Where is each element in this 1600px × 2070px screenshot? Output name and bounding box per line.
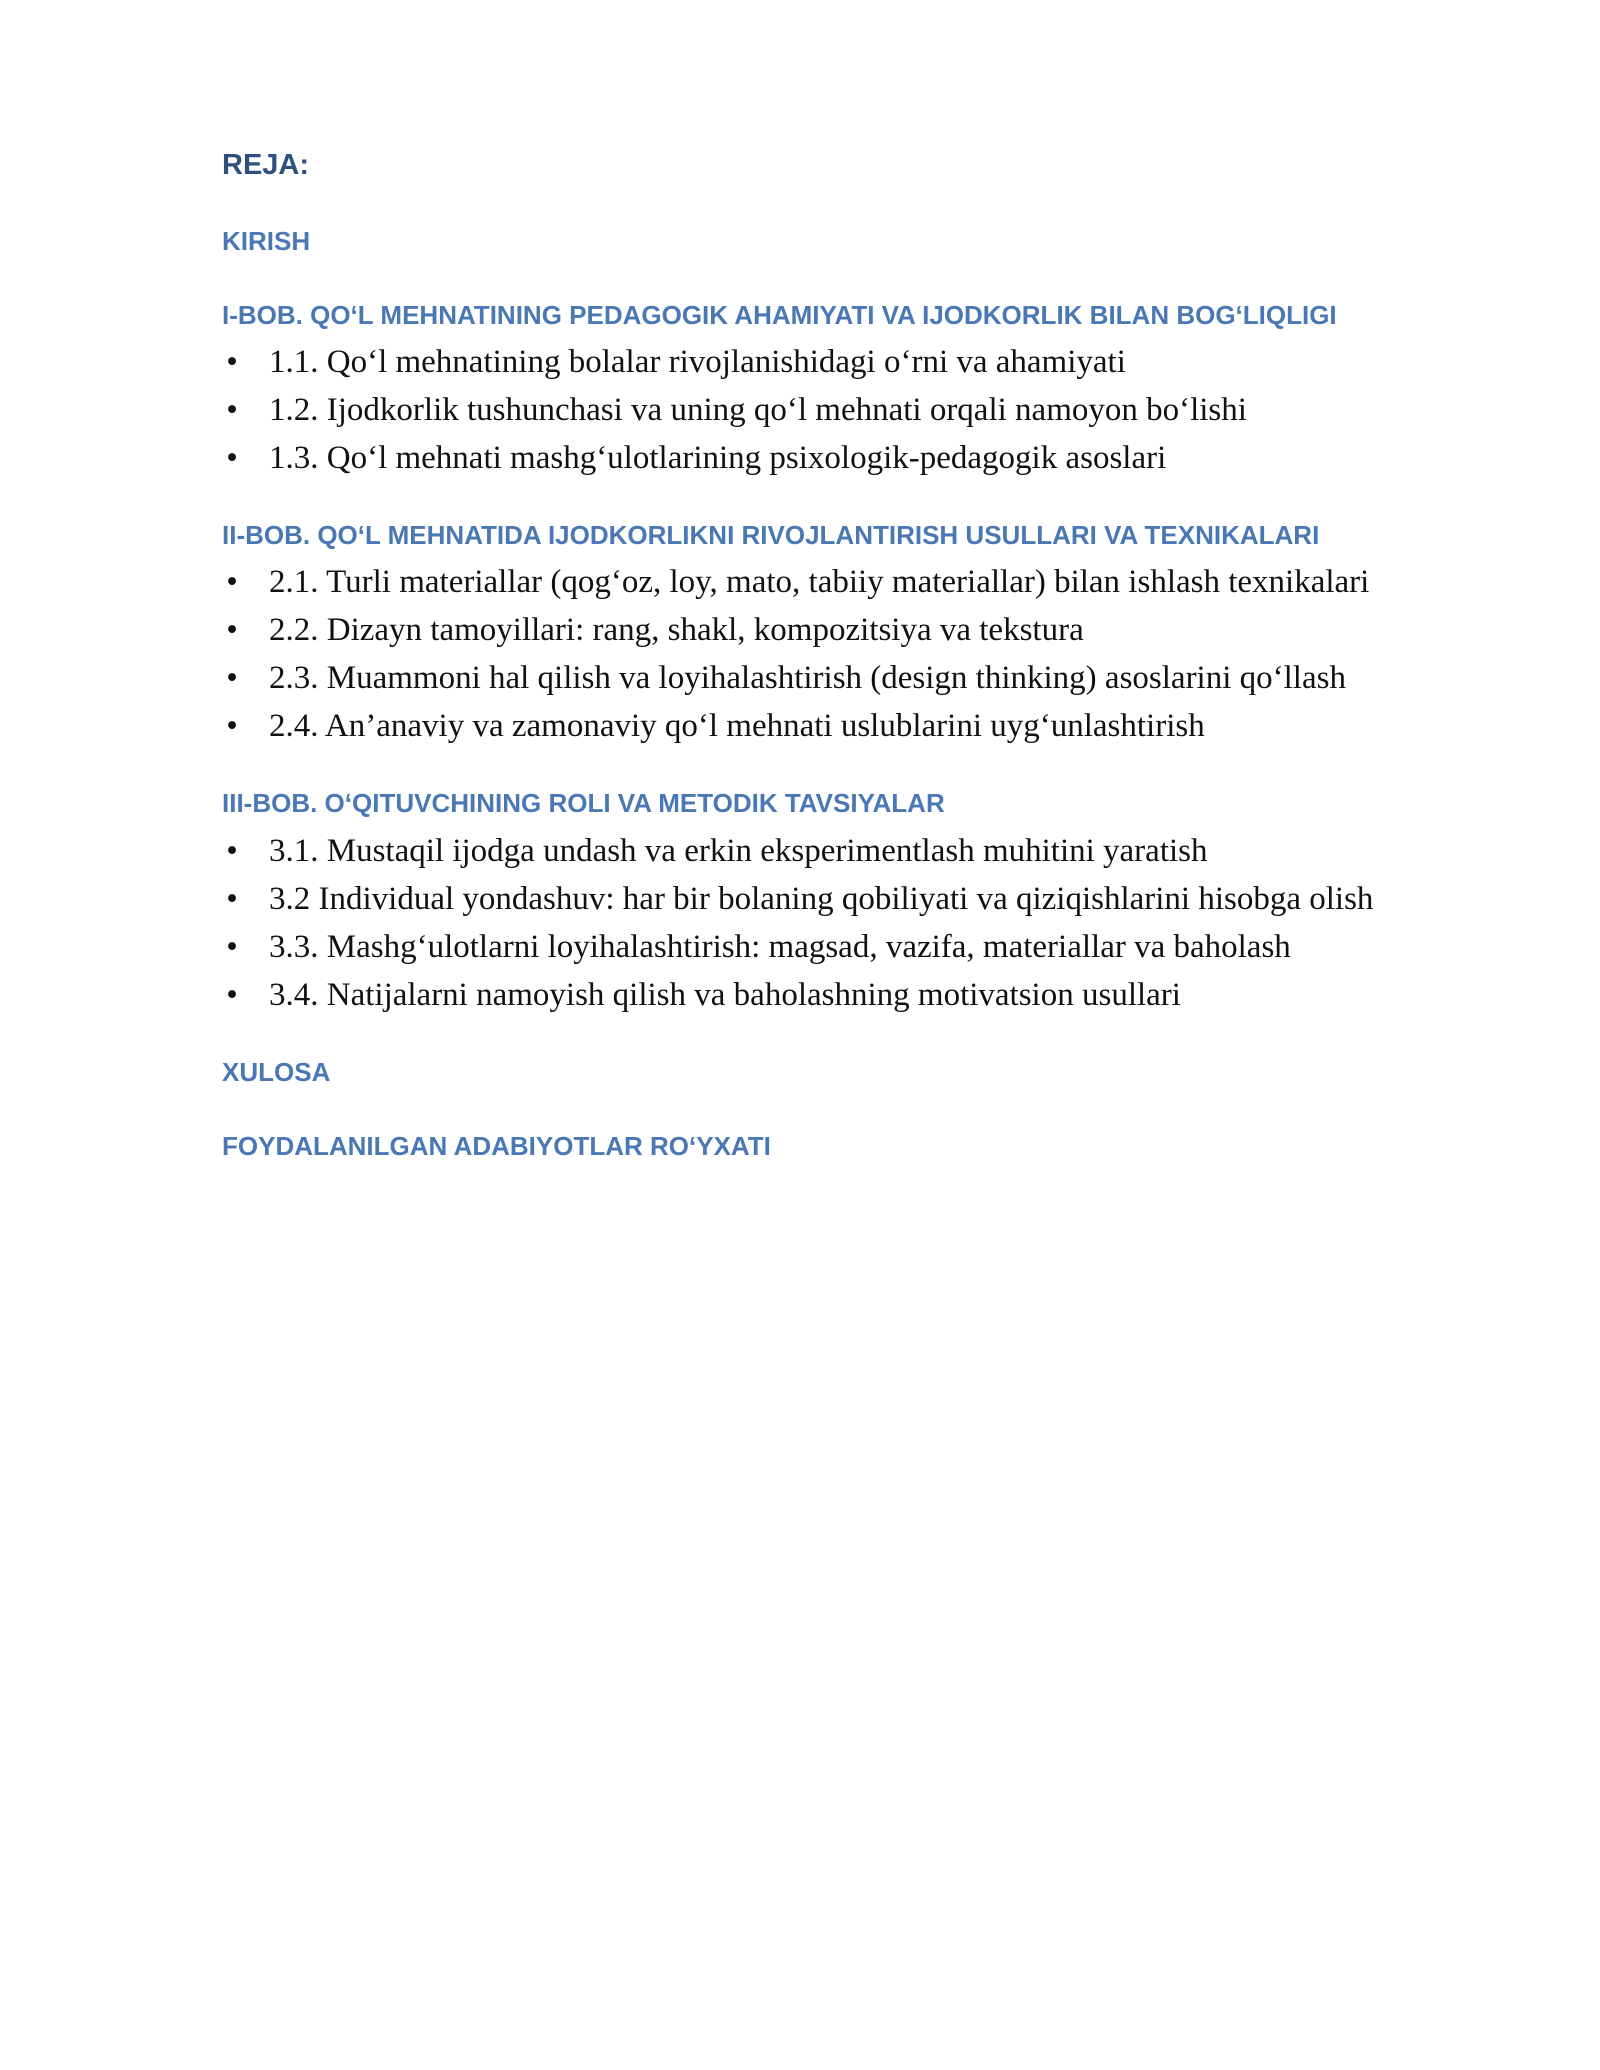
bullet-icon: • bbox=[226, 832, 238, 869]
chapter-1-heading: I-BOB. QO‘L MEHNATINING PEDAGOGIK AHAMIYATI VA IJODKORLIK BILAN BOG‘LIQLIGI bbox=[222, 299, 1337, 330]
bullet-icon: • bbox=[226, 928, 238, 965]
list-item bbox=[222, 971, 1472, 1019]
list-item-text: 3.3. Mashg‘ulotlarni loyihalashtirish: magsad, vazifa, materiallar va baholash bbox=[269, 928, 1291, 965]
list-item-text: 2.1. Turli materiallar (qog‘oz, loy, mato, tabiiy materiallar) bilan ishlash texnikalari bbox=[269, 564, 1370, 601]
bullet-icon: • bbox=[226, 564, 238, 601]
list-item bbox=[222, 827, 1472, 875]
list-item-text: 3.1. Mustaqil ijodga undash va erkin eksperimentlash muhitini yaratish bbox=[269, 832, 1208, 869]
list-item bbox=[222, 386, 1472, 434]
list-item-text: 1.2. Ijodkorlik tushunchasi va uning qo‘l mehnati orqali namoyon bo‘lishi bbox=[269, 392, 1247, 429]
list-item-text: 1.3. Qo‘l mehnati mashg‘ulotlarining psixologik-pedagogik asoslari bbox=[269, 440, 1167, 477]
bullet-icon: • bbox=[226, 440, 238, 477]
list-item bbox=[222, 702, 1472, 750]
list-item-text: 2.3. Muammoni hal qilish va loyihalashtirish (design thinking) asoslarini qo‘llash bbox=[269, 660, 1346, 697]
list-item bbox=[222, 558, 1472, 606]
list-item bbox=[222, 434, 1472, 482]
list-item-text: 3.4. Natijalarni namoyish qilish va baholashning motivatsion usullari bbox=[269, 976, 1181, 1013]
intro-heading: KIRISH bbox=[222, 225, 311, 256]
list-item-text: 1.1. Qo‘l mehnatining bolalar rivojlanishidagi o‘rni va ahamiyati bbox=[269, 344, 1126, 381]
chapter-3-heading: III-BOB. O‘QITUVCHINING ROLI VA METODIK TAVSIYALAR bbox=[222, 788, 945, 819]
list-item-text: 2.4. An’anaviy va zamonaviy qo‘l mehnati uslublarini uyg‘unlashtirish bbox=[269, 708, 1205, 745]
plan-title: REJA: bbox=[222, 149, 310, 181]
references-heading: FOYDALANILGAN ADABIYOTLAR RO‘YXATI bbox=[222, 1130, 771, 1161]
conclusion-heading: XULOSA bbox=[222, 1056, 331, 1087]
bullet-icon: • bbox=[226, 344, 238, 381]
chapter-2-list bbox=[222, 558, 1472, 750]
list-item bbox=[222, 923, 1472, 971]
bullet-icon: • bbox=[226, 660, 238, 697]
bullet-icon: • bbox=[226, 976, 238, 1013]
list-item bbox=[222, 338, 1472, 386]
chapter-1-list bbox=[222, 338, 1472, 482]
bullet-icon: • bbox=[226, 880, 238, 917]
bullet-icon: • bbox=[226, 708, 238, 745]
list-item bbox=[222, 606, 1472, 654]
list-item-text: 2.2. Dizayn tamoyillari: rang, shakl, kompozitsiya va tekstura bbox=[269, 612, 1084, 649]
chapter-2-heading: II-BOB. QO‘L MEHNATIDA IJODKORLIKNI RIVOJLANTIRISH USULLARI VA TEXNIKALARI bbox=[222, 520, 1320, 551]
document-page bbox=[222, 148, 1472, 1162]
bullet-icon: • bbox=[226, 392, 238, 429]
chapter-3-list bbox=[222, 827, 1472, 1019]
list-item bbox=[222, 654, 1472, 702]
list-item-text: 3.2 Individual yondashuv: har bir bolaning qobiliyati va qiziqishlarini hisobga olish bbox=[269, 880, 1374, 917]
list-item bbox=[222, 875, 1472, 923]
bullet-icon: • bbox=[226, 612, 238, 649]
